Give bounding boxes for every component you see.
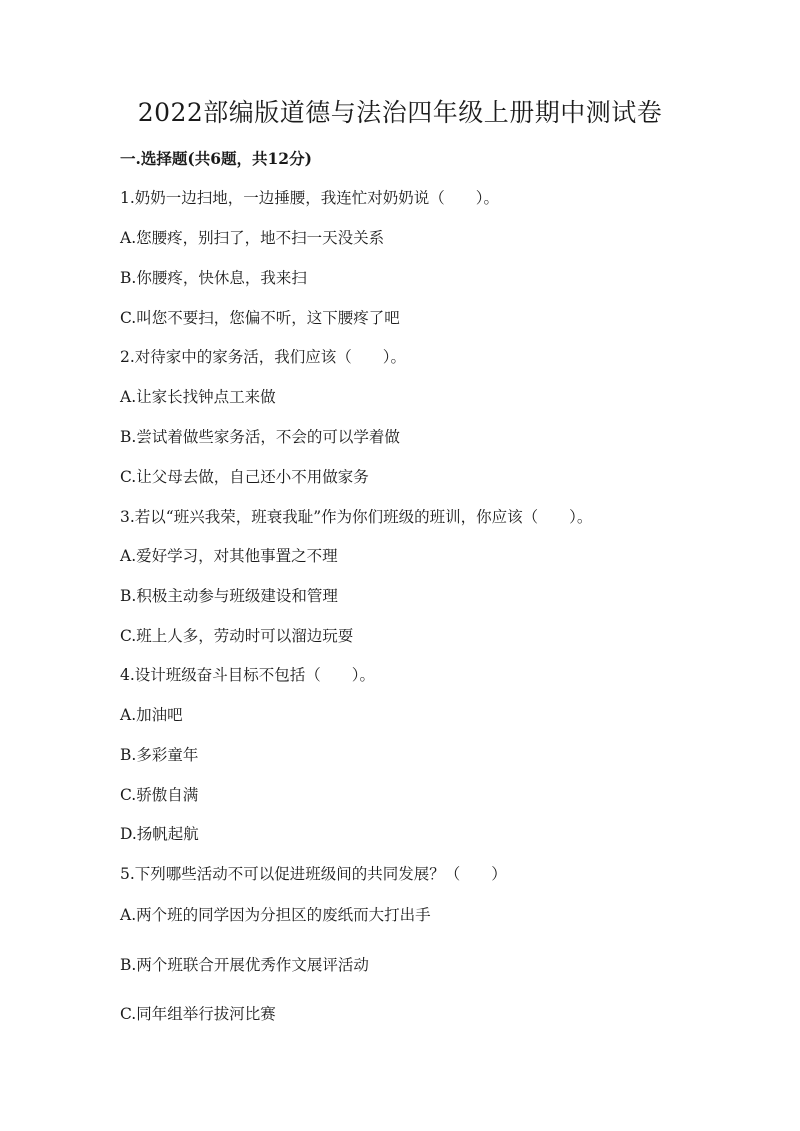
question-option: C.让父母去做，自己还小不用做家务 bbox=[120, 468, 369, 486]
question-option: A.两个班的同学因为分担区的废纸而大打出手 bbox=[120, 906, 431, 924]
question-stem: 1.奶奶一边扫地，一边捶腰，我连忙对奶奶说（ ）。 bbox=[120, 189, 500, 207]
section-heading: 一.选择题(共6题，共12分) bbox=[120, 149, 312, 168]
question-option: B.两个班联合开展优秀作文展评活动 bbox=[120, 956, 369, 974]
question-option: A.让家长找钟点工来做 bbox=[120, 388, 276, 406]
question-option: C.班上人多，劳动时可以溜边玩耍 bbox=[120, 627, 354, 645]
question-option: C.同年组举行拔河比赛 bbox=[120, 1005, 276, 1023]
question-option: A.加油吧 bbox=[120, 706, 183, 724]
question-option: B.积极主动参与班级建设和管理 bbox=[120, 587, 338, 605]
question-option: C.骄傲自满 bbox=[120, 786, 199, 804]
question-option: B.多彩童年 bbox=[120, 746, 199, 764]
question-stem: 2.对待家中的家务活，我们应该（ ）。 bbox=[120, 348, 407, 366]
question-option: B.你腰疼，快休息，我来扫 bbox=[120, 269, 307, 287]
question-option: A.您腰疼，别扫了，地不扫一天没关系 bbox=[120, 229, 385, 247]
question-option: B.尝试着做些家务活，不会的可以学着做 bbox=[120, 428, 400, 446]
question-option: D.扬帆起航 bbox=[120, 825, 199, 843]
question-stem: 3.若以“班兴我荣，班衰我耻”作为你们班级的班训，你应该（ ）。 bbox=[120, 508, 593, 526]
question-stem: 5.下列哪些活动不可以促进班级间的共同发展？（ ） bbox=[120, 865, 507, 883]
question-option: C.叫您不要扫，您偏不听，这下腰疼了吧 bbox=[120, 309, 400, 327]
question-option: A.爱好学习，对其他事置之不理 bbox=[120, 547, 338, 565]
question-stem: 4.设计班级奋斗目标不包括（ ）。 bbox=[120, 666, 376, 684]
exam-title: 2022部编版道德与法治四年级上册期中测试卷 bbox=[137, 98, 663, 127]
